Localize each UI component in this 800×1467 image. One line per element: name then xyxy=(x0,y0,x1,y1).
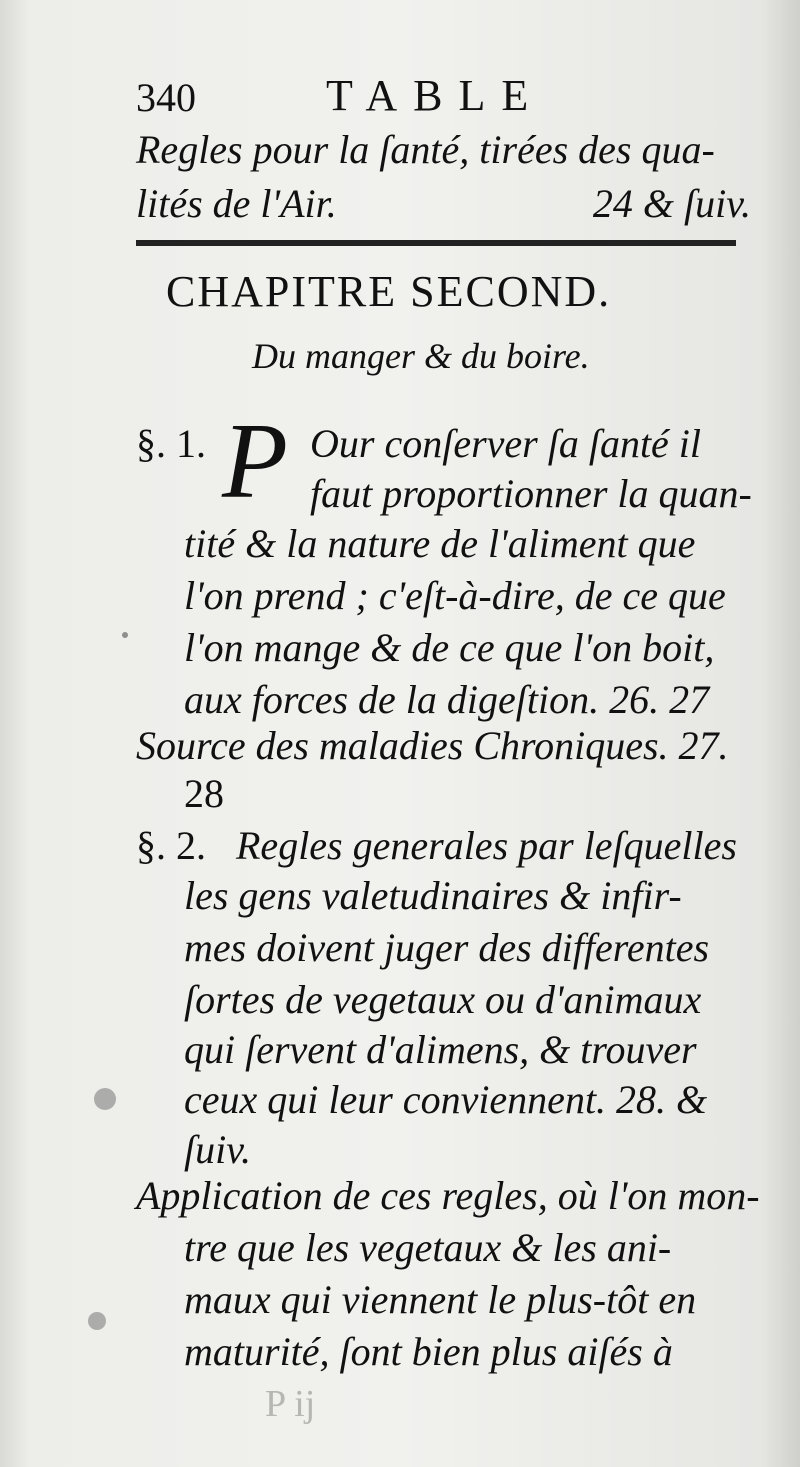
application-line: tre que les vegetaux & les ani- xyxy=(184,1225,672,1270)
intro-page-ref: 24 & ſuiv. xyxy=(592,181,751,226)
section-1-marker: §. 1. xyxy=(136,421,206,466)
application-line: Application de ces regles, où l'on mon- xyxy=(136,1173,760,1218)
section-2-line: les gens valetudinaires & infir- xyxy=(184,873,682,918)
application-line: maturité, ſont bien plus aiſés à xyxy=(184,1329,673,1374)
section-1-line: tité & la nature de l'aliment que xyxy=(184,521,696,566)
ink-blot xyxy=(122,632,128,638)
section-2-line: Regles generales par leſquelles xyxy=(236,823,737,868)
section-2-line: qui ſervent d'alimens, & trouver xyxy=(184,1027,697,1072)
section-2-line: ceux qui leur conviennent. 28. & xyxy=(184,1077,708,1122)
ink-blot xyxy=(88,1312,106,1330)
page-number: 340 xyxy=(136,75,196,120)
intro-line-2-text: lités de l'Air. xyxy=(136,181,337,226)
page-title: TABLE xyxy=(326,71,545,120)
section-1-line: aux forces de la digeſtion. 26. 27 xyxy=(184,677,710,722)
drop-cap: P xyxy=(222,402,288,521)
source-line-1: Source des maladies Chroniques. 27. xyxy=(136,723,729,768)
signature-mark: P ij xyxy=(265,1383,316,1425)
section-1-line: faut proportionner la quan- xyxy=(310,471,752,516)
chapter-subtitle: Du manger & du boire. xyxy=(252,336,590,376)
intro-line-1: Regles pour la ſanté, tirées des qua- xyxy=(136,127,715,172)
section-rule xyxy=(136,240,736,246)
section-1-line: Our conſerver ſa ſanté il xyxy=(310,421,702,466)
section-1-line: l'on prend ; c'eſt-à-dire, de ce que xyxy=(184,573,726,618)
section-2-line: mes doivent juger des differentes xyxy=(184,925,710,970)
section-1-line: l'on mange & de ce que l'on boit, xyxy=(184,625,715,670)
chapter-title: CHAPITRE SECOND. xyxy=(166,267,612,316)
ink-blot xyxy=(94,1088,116,1110)
section-2-marker: §. 2. xyxy=(136,823,206,868)
application-line: maux qui viennent le plus-tôt en xyxy=(184,1277,697,1322)
intro-line-2 xyxy=(136,180,751,227)
section-2-line: ſortes de vegetaux ou d'animaux xyxy=(184,977,702,1022)
source-line-2: 28 xyxy=(184,771,224,816)
section-2-line: ſuiv. xyxy=(184,1127,252,1172)
